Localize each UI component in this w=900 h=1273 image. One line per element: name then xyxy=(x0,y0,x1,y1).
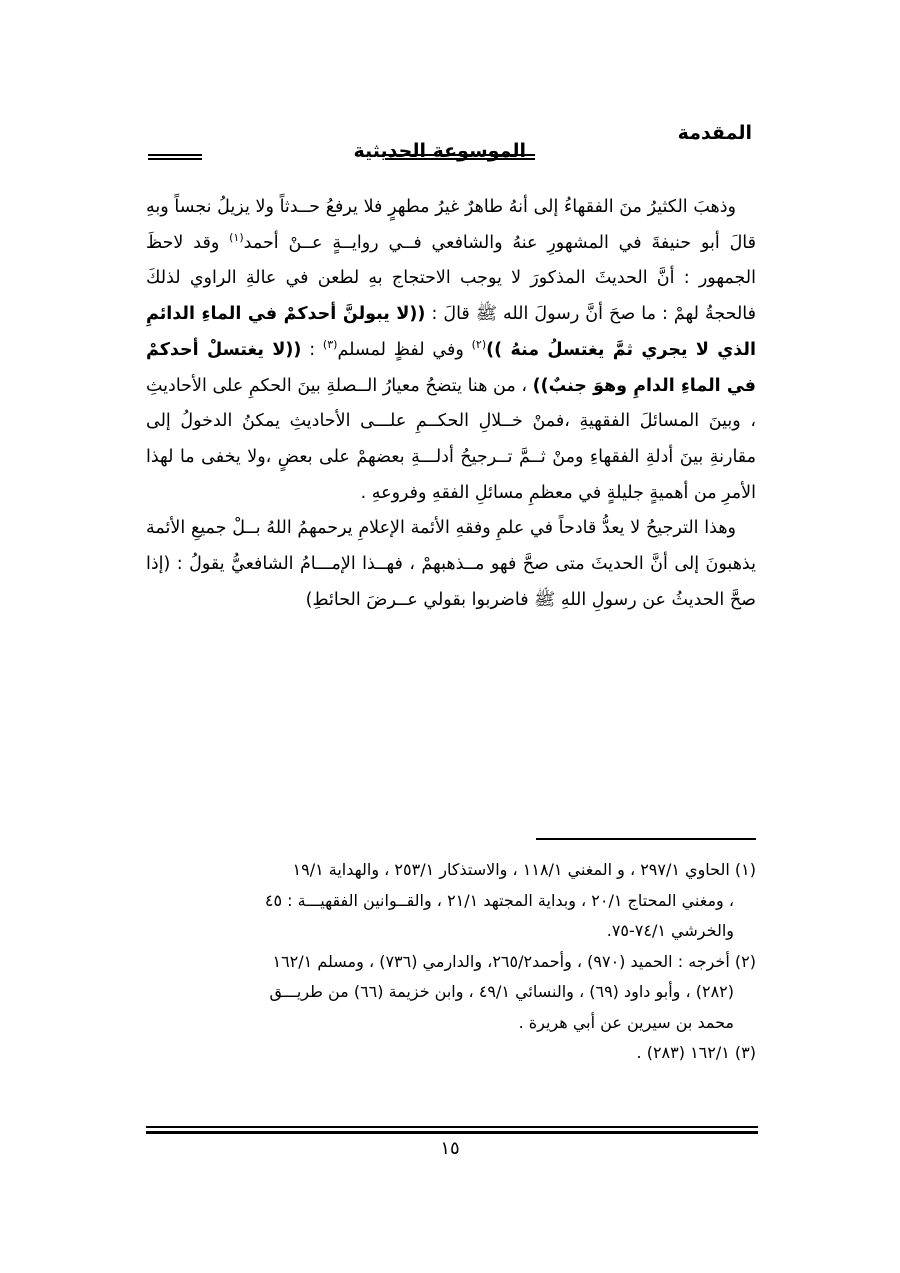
text-run: وذهبَ الكثيرُ منَ الفقهاءُ إلى أنهُ طاهرٌ غيرُ مطهرٍ فلا يرفعُ حــدثاً ولا يزيلُ نجساً وبهِ قالَ أبو حنيفةَ في المشهورِ عنهُ والشافعي فــي روايــةٍ عــنْ أحمد xyxy=(146,197,756,253)
footnote-ref-1: (١) xyxy=(229,230,244,244)
footnote-2-line-1: (٢) أخرجه : الحميد (٩٧٠) ، وأحمد٢٦٥/٢، والدارمي (٧٣٦) ، ومسلم ١٦٢/١ xyxy=(272,951,756,971)
section-title: المقدمة xyxy=(677,122,752,144)
footnote-separator xyxy=(536,838,756,840)
text-run: : xyxy=(301,339,323,360)
footer-rule xyxy=(146,1126,758,1134)
book-title: الموسوعة الحديثية xyxy=(353,140,526,162)
footnote-ref-3: (٣) xyxy=(322,337,338,351)
footnote-3-line-1: (٣) ١٦٢/١ (٢٨٣) . xyxy=(636,1043,756,1062)
footnote-2-line-2: (٢٨٢) ، وأبو داود (٦٩) ، والنسائي ٤٩/١ ، وابن خزيمة (٦٦) من طريـــق xyxy=(269,982,734,1001)
page-number: ١٥ xyxy=(440,1138,460,1159)
footnote-1-line-3: والخرشي ٧٤/١-٧٥. xyxy=(606,921,734,940)
text-run: وقد لاحظَ الجمهور : أنَّ الحديثَ المذكورَ لا يوجب الاحتجاج بهِ لطعن في عالةِ الراوي لذلكَ فالحجةُ لهمْ : ما صحَ أنَّ رسولَ الله ﷺ قالَ : xyxy=(146,232,756,325)
hadith-quote-2: ((لا يغتسلْ أحدكمْ في الماءِ الدامِ وهوَ جنبٌ)) xyxy=(146,339,756,396)
paragraph-1 xyxy=(146,190,756,511)
footnotes xyxy=(146,855,756,1069)
text-run: وفي لفظٍ لمسلم xyxy=(337,339,472,360)
footnote-1-line-2: ، ومغني المحتاج ٢٠/١ ، وبداية المجتهد ٢١/١ ، والقــوانين الفقهيـــة : ٤٥ xyxy=(264,890,734,910)
running-header xyxy=(148,140,758,170)
text-run: ، من هنا يتضحُ معيارُ الــصلةِ بينَ الحكمِ على الأحاديثِ ، وبينَ المسائلَ الفقهيةِ ،فمنْ خــلالِ الحكــمِ علـــى الأحاديثِ يمكنُ الدخولُ إلى مقارنةِ بينَ أدلةِ الفقهاءِ ومنْ ثــمَّ تــرجيحُ أدلـــةِ بعضهمْ على بعضٍ ،ولا يخفى ما لهذا الأمرِ من أهميةٍ جليلةٍ في معظمِ مسائلِ الفقهِ وفروعهِ . xyxy=(146,375,756,503)
body-text xyxy=(146,190,756,618)
hadith-quote-1: ((لا يبولنَّ أحدكمْ في الماءِ الدائمِ الذي لا يجري ثمَّ يغتسلُ منهُ )) xyxy=(146,304,756,360)
footnote-ref-2: (٢) xyxy=(471,337,487,351)
footnote-1-line-1: (١) الحاوي ٢٩٧/١ ، و المغني ١١٨/١ ، والاستذكار ٢٥٣/١ ، والهداية ١٩/١ xyxy=(292,860,756,879)
footnote-2-line-3: محمد بن سيرين عن أبي هريرة . xyxy=(518,1012,734,1032)
header-rule-short xyxy=(148,154,202,160)
paragraph-2: وهذا الترجيحُ لا يعدُّ قادحاً في علمِ وفقهِ الأئمة الإعلامِ يرحمهمُ اللهُ بــلْ جميعِ الأئمة يذهبونَ إلى أنَّ الحديثَ متى صحَّ فهو مــذهبهمْ ، فهــذا الإمـــامُ الشافعيُّ يقولُ : (إذا صحَّ الحديثُ عن رسولِ اللهِ ﷺ فاضربوا بقولي عــرضَ الحائطِ) xyxy=(146,518,756,610)
